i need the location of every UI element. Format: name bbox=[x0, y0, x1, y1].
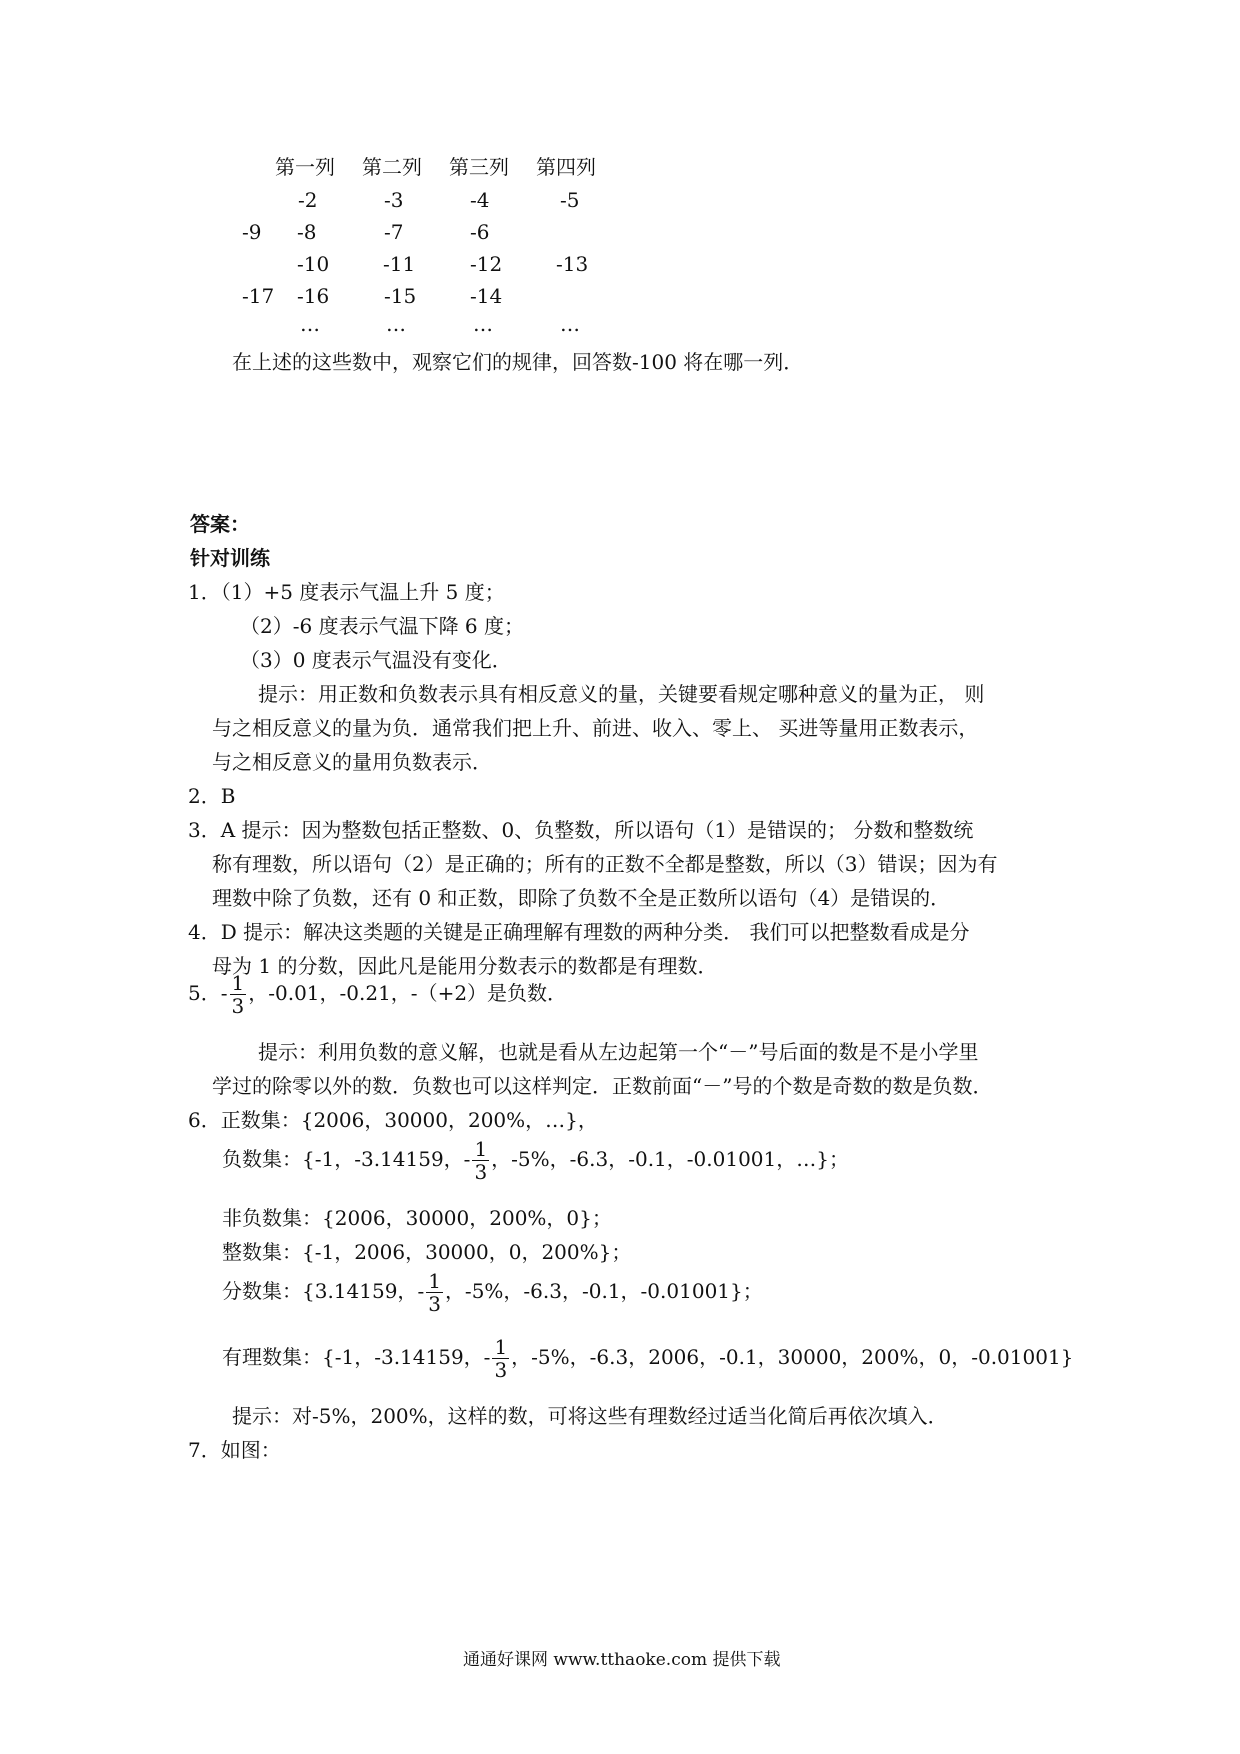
table-cell: … bbox=[560, 312, 580, 336]
table-cell: -13 bbox=[556, 252, 589, 276]
answer-7: 7．如图： bbox=[188, 1438, 281, 1462]
answer-4-line-1: 4．D 提示：解决这类题的关键是正确理解有理数的两种分类． 我们可以把整数看成是分 bbox=[188, 920, 970, 944]
page-footer: 通通好课网 www.tthaoke.com 提供下载 bbox=[463, 1650, 781, 1670]
table-header-col2: 第二列 bbox=[362, 155, 422, 179]
answer-4-line-2: 母为 1 的分数，因此凡是能用分数表示的数都是有理数． bbox=[212, 954, 718, 978]
table-cell: … bbox=[473, 312, 493, 336]
answer-6-hint: 提示：对-5%，200%，这样的数，可将这些有理数经过适当化简后再依次填入． bbox=[232, 1404, 948, 1428]
answer-3-line-3: 理数中除了负数，还有 0 和正数，即除了负数不全是正数所以语句（4）是错误的． bbox=[212, 886, 951, 910]
answer-5-prefix: 5． bbox=[188, 981, 221, 1005]
table-header-col1: 第一列 bbox=[275, 155, 335, 179]
table-header-col3: 第三列 bbox=[449, 155, 509, 179]
table-cell: -2 bbox=[298, 188, 318, 212]
table-cell: -4 bbox=[470, 188, 490, 212]
table-cell: -11 bbox=[383, 252, 416, 276]
table-cell: -9 bbox=[242, 220, 262, 244]
table-cell: -15 bbox=[384, 284, 417, 308]
answer-6-fraction-set: 分数集：{3.14159，- $\frac{1}{3}$ ，-5%，-6.3，-0.1，-0.01001}； bbox=[222, 1269, 763, 1316]
table-cell: -12 bbox=[470, 252, 503, 276]
answer-1-hint-1: 提示：用正数和负数表示具有相反意义的量，关键要看规定哪种意义的量为正， 则 bbox=[258, 682, 985, 706]
fraction-one-third: $\frac{1}{3}$ bbox=[231, 971, 245, 1018]
table-cell: … bbox=[386, 312, 406, 336]
table-header-col4: 第四列 bbox=[536, 155, 596, 179]
table-cell: -8 bbox=[297, 220, 317, 244]
fraction-sign: - bbox=[220, 981, 228, 1005]
table-cell: -16 bbox=[297, 284, 330, 308]
answer-6-positive-set: 6．正数集：{2006，30000，200%，…}， bbox=[188, 1108, 598, 1132]
answer-6-integer-set: 整数集：{-1，2006，30000，0，200%}； bbox=[222, 1240, 632, 1264]
section-title: 针对训练 bbox=[190, 546, 270, 570]
answer-5-line bbox=[188, 972, 567, 1017]
table-cell: -14 bbox=[470, 284, 503, 308]
table-cell: -17 bbox=[242, 284, 275, 308]
table-cell: -3 bbox=[384, 188, 404, 212]
table-cell: -7 bbox=[384, 220, 404, 244]
fraction-one-third: $\frac{1}{3}$ bbox=[428, 1269, 441, 1316]
answer-1-line-3: （3）0 度表示气温没有变化． bbox=[240, 648, 512, 672]
answer-6-negative-set: 负数集：{-1，-3.14159，- $\frac{1}{3}$ ，-5%，-6.3，-0.1，-0.01001，…}； bbox=[222, 1137, 849, 1184]
fraction-one-third: $\frac{1}{3}$ bbox=[474, 1137, 488, 1184]
question-text: 在上述的这些数中，观察它们的规律，回答数-100 将在哪一列． bbox=[232, 350, 804, 374]
answer-3-line-1: 3．A 提示：因为整数包括正整数、0、负整数，所以语句（1）是错误的； 分数和整数统 bbox=[188, 818, 974, 842]
answer-heading: 答案： bbox=[190, 512, 250, 536]
answer-1-hint-2: 与之相反意义的量为负．通常我们把上升、前进、收入、零上、 买进等量用正数表示， bbox=[212, 716, 979, 740]
answer-1-hint-3: 与之相反意义的量用负数表示． bbox=[212, 750, 492, 774]
table-cell: -10 bbox=[297, 252, 330, 276]
answer-5-hint-1: 提示：利用负数的意义解，也就是看从左边起第一个“－”号后面的数是不是小学里 bbox=[258, 1040, 979, 1064]
answer-5-rest: ，-0.01，-0.21，-（+2）是负数． bbox=[248, 981, 568, 1005]
answer-2: 2．B bbox=[188, 784, 236, 808]
answer-6-nonnegative-set: 非负数集：{2006，30000，200%，0}； bbox=[222, 1206, 612, 1230]
fraction-one-third: $\frac{1}{3}$ bbox=[494, 1335, 508, 1382]
table-cell: … bbox=[300, 312, 320, 336]
answer-1-line-1: 1．（1）+5 度表示气温上升 5 度； bbox=[188, 580, 505, 604]
table-cell: -5 bbox=[560, 188, 580, 212]
answer-6-rational-set: 有理数集：{-1，-3.14159，- $\frac{1}{3}$ ，-5%，-6.3，2006，-0.1，30000，200%，0，-0.01001} bbox=[222, 1335, 1074, 1382]
answer-1-line-2: （2）-6 度表示气温下降 6 度； bbox=[240, 614, 525, 638]
answer-3-line-2: 称有理数，所以语句（2）是正确的；所有的正数不全都是整数，所以（3）错误；因为有 bbox=[212, 852, 998, 876]
table-cell: -6 bbox=[470, 220, 490, 244]
answer-5-hint-2: 学过的除零以外的数．负数也可以这样判定．正数前面“－”号的个数是奇数的数是负数． bbox=[212, 1074, 993, 1098]
